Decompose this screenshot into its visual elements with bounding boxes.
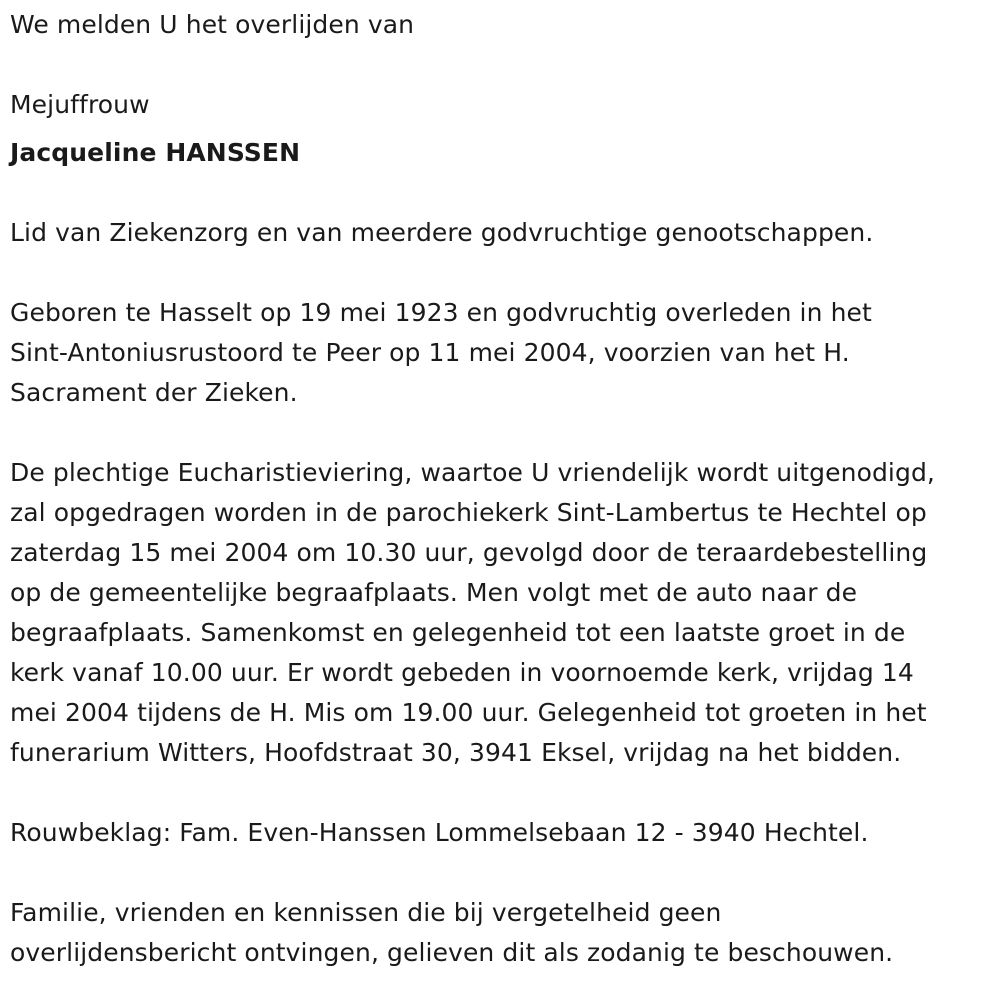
death-notice [10, 0, 995, 973]
ceremony-line: begraafplaats. Samenkomst en gelegenheid tot een laatste groet in de [10, 618, 906, 647]
spacer [10, 125, 995, 133]
closing-paragraph [10, 893, 995, 973]
ceremony-line: zal opgedragen worden in de parochiekerk Sint-Lambertus te Hechtel op [10, 498, 927, 527]
ceremony-line: kerk vanaf 10.00 uur. Er wordt gebeden in voornoemde kerk, vrijdag 14 [10, 658, 914, 687]
deceased-name: Jacqueline HANSSEN [10, 138, 301, 167]
birth-line: Sint-Antoniusrustoord te Peer op 11 mei 2004, voorzien van het H. [10, 338, 850, 367]
spacer [10, 45, 995, 85]
ceremony-line: zaterdag 15 mei 2004 om 10.30 uur, gevolgd door de teraardebestelling [10, 538, 928, 567]
closing-line: Familie, vrienden en kennissen die bij vergetelheid geen [10, 898, 722, 927]
birth-line: Sacrament der Zieken. [10, 378, 298, 407]
spacer [10, 853, 995, 893]
closing-line: overlijdensbericht ontvingen, gelieven dit als zodanig te beschouwen. [10, 938, 894, 967]
ceremony-paragraph [10, 453, 995, 773]
ceremony-line: funerarium Witters, Hoofdstraat 30, 3941 Eksel, vrijdag na het bidden. [10, 738, 902, 767]
spacer [10, 253, 995, 293]
birth-paragraph [10, 293, 995, 413]
ceremony-line: mei 2004 tijdens de H. Mis om 19.00 uur. Gelegenheid tot groeten in het [10, 698, 927, 727]
spacer [10, 173, 995, 213]
birth-line: Geboren te Hasselt op 19 mei 1923 en godvruchtig overleden in het [10, 298, 872, 327]
spacer [10, 773, 995, 813]
membership-line: Lid van Ziekenzorg en van meerdere godvruchtige genootschappen. [10, 218, 874, 247]
ceremony-line: De plechtige Eucharistieviering, waartoe U vriendelijk wordt uitgenodigd, [10, 458, 935, 487]
intro-line: We melden U het overlijden van [10, 10, 415, 39]
ceremony-line: op de gemeentelijke begraafplaats. Men volgt met de auto naar de [10, 578, 858, 607]
spacer [10, 413, 995, 453]
honorific: Mejuffrouw [10, 90, 150, 119]
mourning-line: Rouwbeklag: Fam. Even-Hanssen Lommelsebaan 12 - 3940 Hechtel. [10, 818, 869, 847]
